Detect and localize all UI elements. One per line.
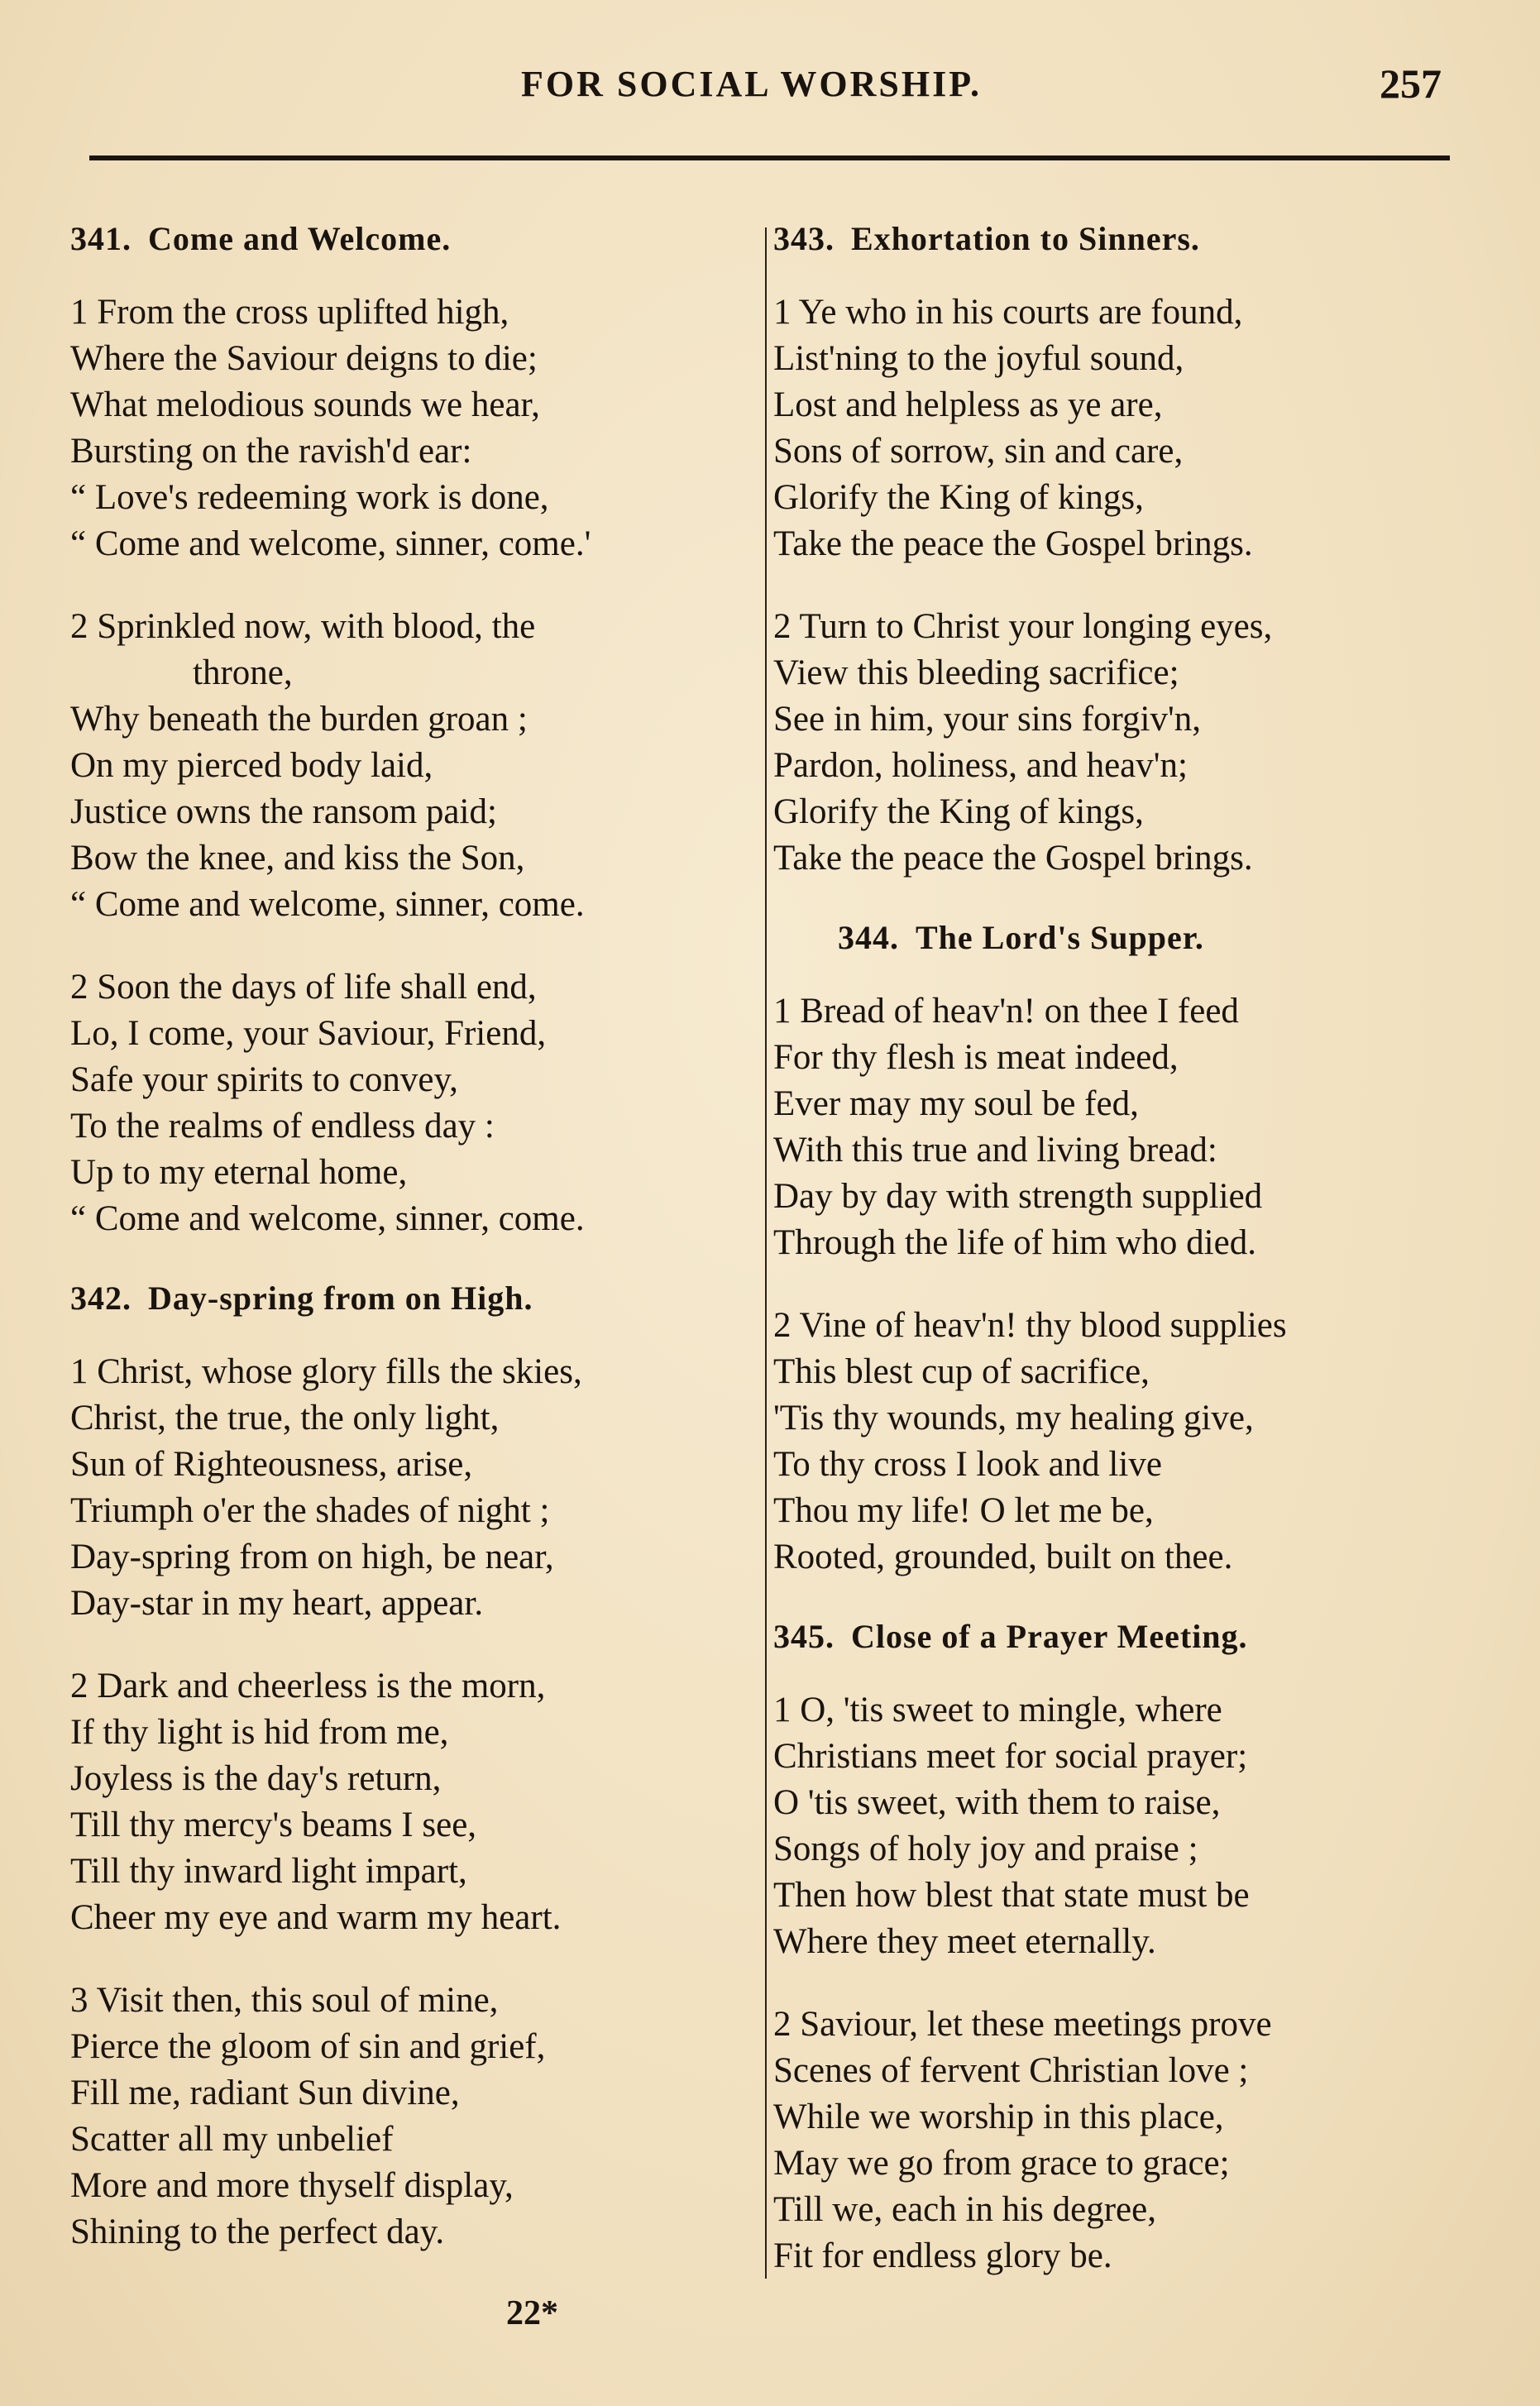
hymn-number: 342. [70, 1280, 132, 1317]
hymn-title-text: Exhortation to Sinners. [851, 220, 1200, 257]
verse-line: Then how blest that state must be [773, 1876, 1250, 1915]
hymn-345 [773, 1617, 1460, 2279]
running-head [0, 60, 1540, 109]
hymn-title [70, 1279, 757, 1318]
hymn-title [70, 219, 757, 258]
verse-line: 2 Saviour, let these meetings prove [773, 2005, 1272, 2044]
verse-line: 'Tis thy wounds, my healing give, [773, 1399, 1254, 1437]
stanza [70, 964, 757, 1242]
verse-line: “ Come and welcome, sinner, come. [70, 1199, 585, 1238]
verse-line: Where the Saviour deigns to die; [70, 339, 538, 378]
verse-line: 2 Sprinkled now, with blood, the [70, 607, 536, 646]
verse-line: 2 Vine of heav'n! thy blood supplies [773, 1306, 1287, 1345]
stanza [70, 604, 757, 928]
hymn-title-text: Day-spring from on High. [148, 1280, 533, 1317]
verse-line: Glorify the King of kings, [773, 792, 1144, 831]
verse-line: Bursting on the ravish'd ear: [70, 432, 472, 471]
verse-line: Day-spring from on high, be near, [70, 1538, 554, 1576]
hymn-title-text: The Lord's Supper. [916, 919, 1204, 956]
stanza [70, 1978, 757, 2255]
verse-line: Why beneath the burden groan ; [70, 700, 528, 739]
verse-line: Shining to the perfect day. [70, 2212, 445, 2251]
verse-line: Day-star in my heart, appear. [70, 1584, 484, 1623]
hymn-title [773, 1617, 1460, 1656]
verse-line: May we go from grace to grace; [773, 2144, 1230, 2183]
verse-line: Joyless is the day's return, [70, 1759, 442, 1798]
verse-line: Take the peace the Gospel brings. [773, 839, 1253, 878]
verse-line: On my pierced body laid, [70, 746, 433, 785]
verse-line: “ Love's redeeming work is done, [70, 478, 549, 517]
verse-line-continuation: throne, [193, 653, 293, 692]
verse-line: Rooted, grounded, built on thee. [773, 1538, 1233, 1576]
verse-line: 1 From the cross uplifted high, [70, 293, 509, 332]
verse-line: See in him, your sins forgiv'n, [773, 700, 1201, 739]
verse-line: Sun of Righteousness, arise, [70, 1445, 473, 1484]
verse-line: Fit for endless glory be. [773, 2236, 1112, 2275]
verse-line: Pierce the gloom of sin and grief, [70, 2027, 546, 2066]
verse-line: Take the peace the Gospel brings. [773, 524, 1253, 563]
verse-line: Bow the knee, and kiss the Son, [70, 839, 525, 878]
verse-line: Day by day with strength supplied [773, 1177, 1263, 1216]
right-column [773, 219, 1460, 2316]
stanza [70, 1349, 757, 1627]
verse-line: With this true and living bread: [773, 1131, 1217, 1170]
page-number: 257 [1380, 60, 1442, 107]
verse-line: If thy light is hid from me, [70, 1713, 449, 1752]
verse-line: Ever may my soul be fed, [773, 1084, 1139, 1123]
verse-line: Through the life of him who died. [773, 1223, 1256, 1262]
verse-line: Justice owns the ransom paid; [70, 792, 497, 831]
hymn-title [773, 918, 1460, 957]
verse-line: 2 Turn to Christ your longing eyes, [773, 607, 1273, 646]
verse-line: 1 O, 'tis sweet to mingle, where [773, 1691, 1222, 1729]
verse-line: While we worship in this place, [773, 2097, 1224, 2136]
stanza [773, 2002, 1460, 2279]
stanza [773, 289, 1460, 567]
hymn-number: 344. [838, 919, 899, 956]
verse-line: Songs of holy joy and praise ; [773, 1830, 1198, 1868]
verse-line: To the realms of endless day : [70, 1107, 495, 1146]
verse-line: Lost and helpless as ye are, [773, 385, 1163, 424]
verse-line: 1 Christ, whose glory fills the skies, [70, 1352, 582, 1391]
left-column [70, 219, 757, 2292]
verse-line: Cheer my eye and warm my heart. [70, 1898, 562, 1937]
verse-line: What melodious sounds we hear, [70, 385, 540, 424]
header-rule [89, 155, 1450, 160]
hymn-number: 341. [70, 220, 132, 257]
verse-line: Sons of sorrow, sin and care, [773, 432, 1184, 471]
hymn-title-text: Close of a Prayer Meeting. [851, 1618, 1248, 1655]
hymn-341 [70, 219, 757, 1242]
verse-line: Fill me, radiant Sun divine, [70, 2074, 460, 2112]
verse-line: Pardon, holiness, and heav'n; [773, 746, 1188, 785]
verse-line: List'ning to the joyful sound, [773, 339, 1184, 378]
verse-line: To thy cross I look and live [773, 1445, 1162, 1484]
verse-line: Triumph o'er the shades of night ; [70, 1491, 550, 1530]
verse-line: 2 Soon the days of life shall end, [70, 968, 537, 1007]
verse-line: Scenes of fervent Christian love ; [773, 2051, 1249, 2090]
stanza [70, 289, 757, 567]
verse-line: View this bleeding sacrifice; [773, 653, 1179, 692]
verse-line: This blest cup of sacrifice, [773, 1352, 1150, 1391]
verse-line: O 'tis sweet, with them to raise, [773, 1783, 1221, 1822]
verse-line: Glorify the King of kings, [773, 478, 1144, 517]
verse-line: Till we, each in his degree, [773, 2190, 1156, 2229]
verse-line: Where they meet eternally. [773, 1922, 1156, 1961]
verse-line: 2 Dark and cheerless is the morn, [70, 1667, 546, 1705]
verse-line: Scatter all my unbelief [70, 2120, 394, 2159]
verse-line: 3 Visit then, this soul of mine, [70, 1981, 499, 2020]
stanza [70, 1663, 757, 1941]
verse-line: Safe your spirits to convey, [70, 1060, 458, 1099]
column-divider [765, 227, 767, 2279]
running-title: FOR SOCIAL WORSHIP. [521, 64, 983, 104]
stanza [773, 1687, 1460, 1965]
hymn-number: 343. [773, 220, 835, 257]
hymn-title [773, 219, 1460, 258]
verse-line: 1 Bread of heav'n! on thee I feed [773, 992, 1239, 1031]
hymn-342 [70, 1279, 757, 2255]
verse-line: 1 Ye who in his courts are found, [773, 293, 1243, 332]
verse-line: Christ, the true, the only light, [70, 1399, 500, 1437]
stanza [773, 604, 1460, 882]
verse-line: Till thy inward light impart, [70, 1852, 467, 1891]
verse-line: Lo, I come, your Saviour, Friend, [70, 1014, 547, 1053]
verse-line: “ Come and welcome, sinner, come. [70, 885, 585, 924]
verse-line: “ Come and welcome, sinner, come.' [70, 524, 591, 563]
hymn-number: 345. [773, 1618, 835, 1655]
signature-mark: 22* [506, 2294, 558, 2332]
verse-line: For thy flesh is meat indeed, [773, 1038, 1179, 1077]
verse-line: Till thy mercy's beams I see, [70, 1806, 477, 1844]
hymn-title-text: Come and Welcome. [148, 220, 452, 257]
hymn-343 [773, 219, 1460, 882]
verse-line: Christians meet for social prayer; [773, 1737, 1248, 1776]
verse-line: More and more thyself display, [70, 2166, 514, 2205]
stanza [773, 1303, 1460, 1581]
stanza [773, 988, 1460, 1266]
hymn-344 [773, 918, 1460, 1581]
verse-line: Up to my eternal home, [70, 1153, 408, 1192]
verse-line: Thou my life! O let me be, [773, 1491, 1154, 1530]
